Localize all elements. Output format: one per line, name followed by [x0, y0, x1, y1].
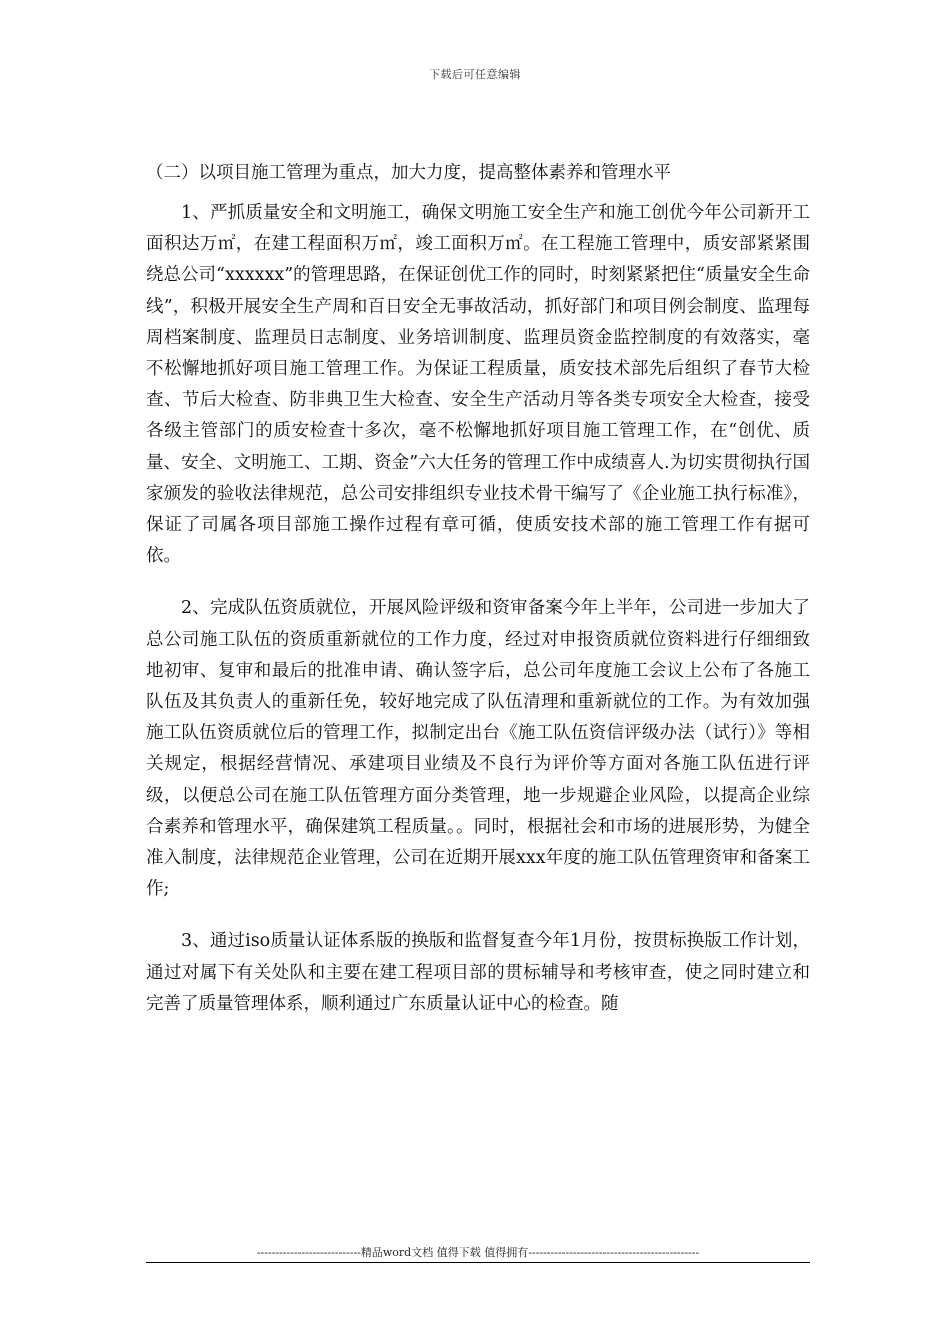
paragraph-2: 2、完成队伍资质就位，开展风险评级和资审备案今年上半年，公司进一步加大了总公司施工队伍的资质重新就位的工作力度，经过对申报资质就位资料进行仔细细致地初审、复审和最后的批准申请、确认签字后，总公司年度施工会议上公布了各施工队伍及其负责人的重新任免，较好地完成了队伍清理和重新就位的工作。为有效加强施工队伍资质就位后的管理工作，拟制定出台《施工队伍资信评级办法（试行）》等相关规定，根据经营情况、承建项目业绩及不良行为评价等方面对各施工队伍进行评级，以便总公司在施工队伍管理方面分类管理，地一步规避企业风险，以提高企业综合素养和管理水平，确保建筑工程质量。。同时，根据社会和市场的进展形势，为健全准入制度，法律规范企业管理，公司在近期开展xxx年度的施工队伍管理资审和备案工作;	[146, 598, 810, 900]
page-header-note: 下载后可任意编辑	[429, 68, 521, 81]
paragraph-3: 3、通过iso质量认证体系版的换版和监督复查今年1月份，按贯标换版工作计划，通过对属下有关处队和主要在建工程项目部的贯标辅导和考核审查，使之同时建立和完善了质量管理体系，顺利通过广东质量认证中心的检查。随	[146, 931, 810, 1014]
section-heading: （二）以项目施工管理为重点，加大力度，提高整体素养和管理水平	[146, 163, 671, 183]
page-footer-text: ----------------------------精品word文档 值得下载 值得拥有----------------------------------------------	[256, 1246, 700, 1259]
document-body	[146, 156, 810, 1020]
paragraph-1: 1、严抓质量安全和文明施工，确保文明施工安全生产和施工创优今年公司新开工面积达万㎡，在建工程面积万㎡，竣工面积万㎡。在工程施工管理中，质安部紧紧围绕总公司“xxxxxx”的管理思路，在保证创优工作的同时，时刻紧紧把住“质量安全生命线”，积极开展安全生产周和百日安全无事故活动，抓好部门和项目例会制度、监理每周档案制度、监理员日志制度、业务培训制度、监理员资金监控制度的有效落实，毫不松懈地抓好项目施工管理工作。为保证工程质量，质安技术部先后组织了春节大检查、节后大检查、防非典卫生大检查、安全生产活动月等各类专项安全大检查，接受各级主管部门的质安检查十多次，毫不松懈地抓好项目施工管理工作，在“创优、质量、安全、文明施工、工期、资金”六大任务的管理工作中成绩喜人.为切实贯彻执行国家颁发的验收法律规范，总公司安排组织专业技术骨干编写了《企业施工执行标准》，保证了司属各项目部施工操作过程有章可循，使质安技术部的施工管理工作有据可依。	[146, 203, 810, 567]
footer-divider	[146, 1262, 810, 1263]
